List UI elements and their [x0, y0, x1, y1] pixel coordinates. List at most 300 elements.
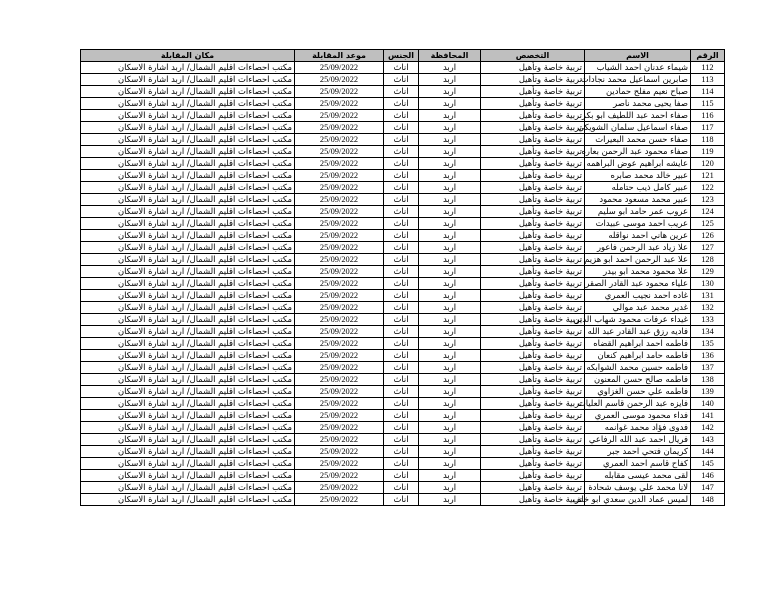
cell-name: فريال احمد عبد الله الرفاعي [585, 434, 691, 446]
table-row [81, 362, 725, 374]
cell-specialization: تربية خاصة وتأهيل [481, 290, 585, 302]
cell-name: فاطمه علي حسن الغزاوي [585, 386, 691, 398]
cell-name: فداء محمود موسى العمري [585, 410, 691, 422]
table-row [81, 194, 725, 206]
cell-gender: اناث [384, 146, 419, 158]
cell-number: 124 [691, 206, 725, 218]
header-row [81, 50, 725, 62]
cell-name: فاطمه حامد ابراهيم كنعان [585, 350, 691, 362]
cell-location: مكتب احصاءات اقليم الشمال/ اربد اشارة الاسكان [81, 242, 295, 254]
cell-gender: اناث [384, 98, 419, 110]
cell-number: 118 [691, 134, 725, 146]
cell-number: 140 [691, 398, 725, 410]
cell-gender: اناث [384, 422, 419, 434]
cell-location: مكتب احصاءات اقليم الشمال/ اربد اشارة الاسكان [81, 230, 295, 242]
cell-number: 138 [691, 374, 725, 386]
cell-name: عبير خالد محمد صابره [585, 170, 691, 182]
cell-name: فاطمه صالح حسن المعنون [585, 374, 691, 386]
cell-name: فايزه عبد الرحمن قاسم العليات [585, 398, 691, 410]
table-row [81, 146, 725, 158]
cell-date: 25/09/2022 [295, 62, 384, 74]
cell-location: مكتب احصاءات اقليم الشمال/ اربد اشارة الاسكان [81, 122, 295, 134]
cell-name: لميس عماد الدين سعدي ابو خلف [585, 494, 691, 506]
table-row [81, 314, 725, 326]
table-row [81, 122, 725, 134]
cell-specialization: تربية خاصة وتأهيل [481, 98, 585, 110]
cell-gender: اناث [384, 386, 419, 398]
cell-governorate: اربد [419, 218, 481, 230]
cell-specialization: تربية خاصة وتأهيل [481, 434, 585, 446]
table-row [81, 134, 725, 146]
cell-number: 145 [691, 458, 725, 470]
cell-date: 25/09/2022 [295, 386, 384, 398]
cell-location: مكتب احصاءات اقليم الشمال/ اربد اشارة الاسكان [81, 98, 295, 110]
table-row [81, 242, 725, 254]
cell-date: 25/09/2022 [295, 410, 384, 422]
cell-location: مكتب احصاءات اقليم الشمال/ اربد اشارة الاسكان [81, 206, 295, 218]
cell-name: فدوى فؤاد محمد غوانمه [585, 422, 691, 434]
cell-date: 25/09/2022 [295, 170, 384, 182]
table-row [81, 278, 725, 290]
cell-location: مكتب احصاءات اقليم الشمال/ اربد اشارة الاسكان [81, 110, 295, 122]
cell-specialization: تربية خاصة وتأهيل [481, 446, 585, 458]
table-row [81, 98, 725, 110]
cell-date: 25/09/2022 [295, 434, 384, 446]
cell-date: 25/09/2022 [295, 422, 384, 434]
cell-number: 116 [691, 110, 725, 122]
cell-governorate: اربد [419, 62, 481, 74]
cell-location: مكتب احصاءات اقليم الشمال/ اربد اشارة الاسكان [81, 74, 295, 86]
cell-specialization: تربية خاصة وتأهيل [481, 266, 585, 278]
cell-name: صفاء محمود عبد الرحمن بعاره [585, 146, 691, 158]
cell-date: 25/09/2022 [295, 74, 384, 86]
cell-gender: اناث [384, 206, 419, 218]
cell-name: صفاء حسن محمد البعيرات [585, 134, 691, 146]
cell-specialization: تربية خاصة وتأهيل [481, 242, 585, 254]
cell-number: 123 [691, 194, 725, 206]
cell-governorate: اربد [419, 494, 481, 506]
cell-number: 117 [691, 122, 725, 134]
cell-date: 25/09/2022 [295, 206, 384, 218]
cell-location: مكتب احصاءات اقليم الشمال/ اربد اشارة الاسكان [81, 170, 295, 182]
cell-gender: اناث [384, 326, 419, 338]
cell-governorate: اربد [419, 98, 481, 110]
cell-governorate: اربد [419, 338, 481, 350]
cell-governorate: اربد [419, 74, 481, 86]
cell-date: 25/09/2022 [295, 242, 384, 254]
cell-location: مكتب احصاءات اقليم الشمال/ اربد اشارة الاسكان [81, 302, 295, 314]
cell-name: عايشه ابراهيم عوض البراهمه [585, 158, 691, 170]
cell-name: صابرين اسماعيل محمد نجادات [585, 74, 691, 86]
cell-name: فاطمه حسين محمد الشوابكه [585, 362, 691, 374]
table-row [81, 218, 725, 230]
cell-name: فاديه رزق عبد القادر عبد الله [585, 326, 691, 338]
cell-number: 119 [691, 146, 725, 158]
cell-number: 130 [691, 278, 725, 290]
cell-location: مكتب احصاءات اقليم الشمال/ اربد اشارة الاسكان [81, 194, 295, 206]
cell-name: علا محمود محمد ابو بيدر [585, 266, 691, 278]
cell-governorate: اربد [419, 110, 481, 122]
cell-gender: اناث [384, 350, 419, 362]
cell-location: مكتب احصاءات اقليم الشمال/ اربد اشارة الاسكان [81, 146, 295, 158]
cell-governorate: اربد [419, 410, 481, 422]
cell-specialization: تربية خاصة وتأهيل [481, 422, 585, 434]
cell-number: 114 [691, 86, 725, 98]
cell-gender: اناث [384, 62, 419, 74]
cell-location: مكتب احصاءات اقليم الشمال/ اربد اشارة الاسكان [81, 134, 295, 146]
cell-date: 25/09/2022 [295, 326, 384, 338]
table-row [81, 446, 725, 458]
cell-gender: اناث [384, 170, 419, 182]
cell-number: 127 [691, 242, 725, 254]
cell-governorate: اربد [419, 122, 481, 134]
table-row [81, 350, 725, 362]
cell-gender: اناث [384, 134, 419, 146]
cell-specialization: تربية خاصة وتأهيل [481, 338, 585, 350]
cell-name: غدير محمد عبد موالي [585, 302, 691, 314]
table-row [81, 62, 725, 74]
cell-gender: اناث [384, 218, 419, 230]
cell-specialization: تربية خاصة وتأهيل [481, 482, 585, 494]
cell-name: غيداء عرفات محمود شهاب الدين [585, 314, 691, 326]
cell-specialization: تربية خاصة وتأهيل [481, 386, 585, 398]
cell-date: 25/09/2022 [295, 86, 384, 98]
cell-date: 25/09/2022 [295, 338, 384, 350]
header-name: الاسم [585, 50, 691, 62]
cell-number: 125 [691, 218, 725, 230]
cell-governorate: اربد [419, 434, 481, 446]
cell-name: شيماء عدنان احمد الشياب [585, 62, 691, 74]
cell-name: علياء محمود عبد القادر الصقر [585, 278, 691, 290]
table-row [81, 374, 725, 386]
cell-number: 147 [691, 482, 725, 494]
cell-date: 25/09/2022 [295, 254, 384, 266]
cell-date: 25/09/2022 [295, 290, 384, 302]
header-date: موعد المقابلة [295, 50, 384, 62]
cell-location: مكتب احصاءات اقليم الشمال/ اربد اشارة الاسكان [81, 62, 295, 74]
table-row [81, 434, 725, 446]
cell-gender: اناث [384, 74, 419, 86]
cell-specialization: تربية خاصة وتأهيل [481, 374, 585, 386]
cell-location: مكتب احصاءات اقليم الشمال/ اربد اشارة الاسكان [81, 254, 295, 266]
cell-number: 144 [691, 446, 725, 458]
cell-gender: اناث [384, 338, 419, 350]
cell-date: 25/09/2022 [295, 182, 384, 194]
cell-location: مكتب احصاءات اقليم الشمال/ اربد اشارة الاسكان [81, 398, 295, 410]
cell-number: 112 [691, 62, 725, 74]
cell-name: صفا يحيى محمد ناصر [585, 98, 691, 110]
cell-governorate: اربد [419, 326, 481, 338]
cell-governorate: اربد [419, 206, 481, 218]
cell-gender: اناث [384, 302, 419, 314]
cell-date: 25/09/2022 [295, 122, 384, 134]
cell-date: 25/09/2022 [295, 218, 384, 230]
cell-location: مكتب احصاءات اقليم الشمال/ اربد اشارة الاسكان [81, 314, 295, 326]
cell-specialization: تربية خاصة وتأهيل [481, 134, 585, 146]
cell-gender: اناث [384, 266, 419, 278]
cell-gender: اناث [384, 434, 419, 446]
cell-number: 121 [691, 170, 725, 182]
cell-specialization: تربية خاصة وتأهيل [481, 278, 585, 290]
cell-location: مكتب احصاءات اقليم الشمال/ اربد اشارة الاسكان [81, 374, 295, 386]
cell-governorate: اربد [419, 242, 481, 254]
cell-specialization: تربية خاصة وتأهيل [481, 254, 585, 266]
cell-location: مكتب احصاءات اقليم الشمال/ اربد اشارة الاسكان [81, 446, 295, 458]
cell-gender: اناث [384, 410, 419, 422]
table-row [81, 302, 725, 314]
cell-specialization: تربية خاصة وتأهيل [481, 122, 585, 134]
cell-location: مكتب احصاءات اقليم الشمال/ اربد اشارة الاسكان [81, 290, 295, 302]
table-row [81, 182, 725, 194]
cell-location: مكتب احصاءات اقليم الشمال/ اربد اشارة الاسكان [81, 494, 295, 506]
table-row [81, 482, 725, 494]
cell-name: فاطمه احمد ابراهيم القضاه [585, 338, 691, 350]
cell-governorate: اربد [419, 398, 481, 410]
cell-governorate: اربد [419, 182, 481, 194]
cell-name: صباح نعيم مفلح حمادين [585, 86, 691, 98]
cell-date: 25/09/2022 [295, 230, 384, 242]
cell-location: مكتب احصاءات اقليم الشمال/ اربد اشارة الاسكان [81, 218, 295, 230]
cell-governorate: اربد [419, 458, 481, 470]
table-row [81, 74, 725, 86]
cell-governorate: اربد [419, 314, 481, 326]
cell-gender: اناث [384, 230, 419, 242]
cell-gender: اناث [384, 290, 419, 302]
cell-number: 122 [691, 182, 725, 194]
table-row [81, 290, 725, 302]
cell-location: مكتب احصاءات اقليم الشمال/ اربد اشارة الاسكان [81, 158, 295, 170]
cell-specialization: تربية خاصة وتأهيل [481, 62, 585, 74]
table-row [81, 458, 725, 470]
table-row [81, 338, 725, 350]
cell-number: 133 [691, 314, 725, 326]
header-governorate: المحافظة [419, 50, 481, 62]
cell-name: علا عبد الرحمن احمد ابو هزيم [585, 254, 691, 266]
table-row [81, 110, 725, 122]
cell-number: 141 [691, 410, 725, 422]
table-row [81, 254, 725, 266]
cell-governorate: اربد [419, 482, 481, 494]
table-header [81, 50, 725, 62]
cell-gender: اناث [384, 86, 419, 98]
cell-date: 25/09/2022 [295, 374, 384, 386]
table-row [81, 230, 725, 242]
cell-gender: اناث [384, 482, 419, 494]
cell-governorate: اربد [419, 134, 481, 146]
cell-gender: اناث [384, 398, 419, 410]
cell-number: 129 [691, 266, 725, 278]
cell-number: 120 [691, 158, 725, 170]
cell-governorate: اربد [419, 446, 481, 458]
cell-specialization: تربية خاصة وتأهيل [481, 146, 585, 158]
cell-governorate: اربد [419, 386, 481, 398]
cell-specialization: تربية خاصة وتأهيل [481, 398, 585, 410]
cell-date: 25/09/2022 [295, 146, 384, 158]
cell-location: مكتب احصاءات اقليم الشمال/ اربد اشارة الاسكان [81, 470, 295, 482]
cell-specialization: تربية خاصة وتأهيل [481, 458, 585, 470]
cell-location: مكتب احصاءات اقليم الشمال/ اربد اشارة الاسكان [81, 326, 295, 338]
cell-governorate: اربد [419, 422, 481, 434]
cell-governorate: اربد [419, 86, 481, 98]
cell-specialization: تربية خاصة وتأهيل [481, 470, 585, 482]
cell-number: 128 [691, 254, 725, 266]
cell-date: 25/09/2022 [295, 98, 384, 110]
table-row [81, 386, 725, 398]
cell-name: عبير محمد مسعود محمود [585, 194, 691, 206]
cell-gender: اناث [384, 446, 419, 458]
cell-gender: اناث [384, 254, 419, 266]
cell-name: غاده احمد نجيب العمري [585, 290, 691, 302]
interview-schedule-sheet [80, 49, 724, 506]
cell-location: مكتب احصاءات اقليم الشمال/ اربد اشارة الاسكان [81, 434, 295, 446]
cell-location: مكتب احصاءات اقليم الشمال/ اربد اشارة الاسكان [81, 86, 295, 98]
cell-name: عريب احمد موسى عبيدات [585, 218, 691, 230]
cell-governorate: اربد [419, 350, 481, 362]
cell-number: 135 [691, 338, 725, 350]
cell-governorate: اربد [419, 266, 481, 278]
table-row [81, 470, 725, 482]
cell-date: 25/09/2022 [295, 494, 384, 506]
cell-name: عبير كامل ذيب حتامله [585, 182, 691, 194]
cell-location: مكتب احصاءات اقليم الشمال/ اربد اشارة الاسكان [81, 458, 295, 470]
table-row [81, 206, 725, 218]
table-row [81, 170, 725, 182]
cell-governorate: اربد [419, 194, 481, 206]
cell-gender: اناث [384, 194, 419, 206]
cell-governorate: اربد [419, 290, 481, 302]
table-row [81, 266, 725, 278]
cell-number: 148 [691, 494, 725, 506]
cell-specialization: تربية خاصة وتأهيل [481, 362, 585, 374]
cell-specialization: تربية خاصة وتأهيل [481, 326, 585, 338]
cell-date: 25/09/2022 [295, 470, 384, 482]
cell-specialization: تربية خاصة وتأهيل [481, 74, 585, 86]
table-row [81, 86, 725, 98]
interview-schedule-table [80, 49, 725, 506]
cell-date: 25/09/2022 [295, 302, 384, 314]
cell-number: 115 [691, 98, 725, 110]
cell-gender: اناث [384, 362, 419, 374]
table-row [81, 410, 725, 422]
cell-number: 143 [691, 434, 725, 446]
cell-gender: اناث [384, 242, 419, 254]
cell-gender: اناث [384, 158, 419, 170]
cell-name: كريمان فتحي احمد جبر [585, 446, 691, 458]
cell-name: صفاء احمد عبد اللطيف ابو بكر [585, 110, 691, 122]
cell-location: مكتب احصاءات اقليم الشمال/ اربد اشارة الاسكان [81, 338, 295, 350]
cell-location: مكتب احصاءات اقليم الشمال/ اربد اشارة الاسكان [81, 482, 295, 494]
cell-number: 137 [691, 362, 725, 374]
cell-number: 142 [691, 422, 725, 434]
cell-gender: اناث [384, 494, 419, 506]
header-number: الرقم [691, 50, 725, 62]
cell-gender: اناث [384, 314, 419, 326]
cell-governorate: اربد [419, 470, 481, 482]
cell-location: مكتب احصاءات اقليم الشمال/ اربد اشارة الاسكان [81, 182, 295, 194]
cell-number: 139 [691, 386, 725, 398]
cell-governorate: اربد [419, 362, 481, 374]
cell-location: مكتب احصاءات اقليم الشمال/ اربد اشارة الاسكان [81, 386, 295, 398]
cell-date: 25/09/2022 [295, 278, 384, 290]
cell-governorate: اربد [419, 158, 481, 170]
cell-gender: اناث [384, 374, 419, 386]
table-row [81, 326, 725, 338]
cell-number: 134 [691, 326, 725, 338]
cell-date: 25/09/2022 [295, 398, 384, 410]
cell-gender: اناث [384, 110, 419, 122]
cell-specialization: تربية خاصة وتأهيل [481, 230, 585, 242]
cell-specialization: تربية خاصة وتأهيل [481, 314, 585, 326]
table-body [81, 62, 725, 506]
cell-number: 113 [691, 74, 725, 86]
cell-name: لقى محمد عيسى مقابله [585, 470, 691, 482]
cell-governorate: اربد [419, 374, 481, 386]
cell-gender: اناث [384, 278, 419, 290]
cell-date: 25/09/2022 [295, 134, 384, 146]
cell-date: 25/09/2022 [295, 350, 384, 362]
cell-number: 131 [691, 290, 725, 302]
cell-location: مكتب احصاءات اقليم الشمال/ اربد اشارة الاسكان [81, 422, 295, 434]
cell-specialization: تربية خاصة وتأهيل [481, 494, 585, 506]
cell-date: 25/09/2022 [295, 158, 384, 170]
cell-number: 136 [691, 350, 725, 362]
cell-date: 25/09/2022 [295, 482, 384, 494]
cell-specialization: تربية خاصة وتأهيل [481, 194, 585, 206]
cell-governorate: اربد [419, 146, 481, 158]
cell-date: 25/09/2022 [295, 458, 384, 470]
cell-governorate: اربد [419, 278, 481, 290]
cell-name: كفاح قاسم احمد العمري [585, 458, 691, 470]
table-row [81, 158, 725, 170]
cell-specialization: تربية خاصة وتأهيل [481, 350, 585, 362]
header-specialization: التخصص [481, 50, 585, 62]
cell-gender: اناث [384, 470, 419, 482]
header-location: مكان المقابلة [81, 50, 295, 62]
cell-specialization: تربية خاصة وتأهيل [481, 158, 585, 170]
table-row [81, 494, 725, 506]
cell-number: 146 [691, 470, 725, 482]
cell-number: 132 [691, 302, 725, 314]
cell-location: مكتب احصاءات اقليم الشمال/ اربد اشارة الاسكان [81, 350, 295, 362]
cell-specialization: تربية خاصة وتأهيل [481, 182, 585, 194]
cell-location: مكتب احصاءات اقليم الشمال/ اربد اشارة الاسكان [81, 410, 295, 422]
cell-specialization: تربية خاصة وتأهيل [481, 410, 585, 422]
cell-specialization: تربية خاصة وتأهيل [481, 170, 585, 182]
cell-gender: اناث [384, 122, 419, 134]
cell-location: مكتب احصاءات اقليم الشمال/ اربد اشارة الاسكان [81, 278, 295, 290]
cell-name: لانا محمد علي يوسف شحادة [585, 482, 691, 494]
cell-specialization: تربية خاصة وتأهيل [481, 86, 585, 98]
cell-governorate: اربد [419, 254, 481, 266]
cell-date: 25/09/2022 [295, 110, 384, 122]
table-row [81, 398, 725, 410]
cell-date: 25/09/2022 [295, 194, 384, 206]
cell-name: عرين هاني احمد نواقله [585, 230, 691, 242]
cell-location: مكتب احصاءات اقليم الشمال/ اربد اشارة الاسكان [81, 266, 295, 278]
cell-specialization: تربية خاصة وتأهيل [481, 206, 585, 218]
cell-gender: اناث [384, 182, 419, 194]
cell-governorate: اربد [419, 170, 481, 182]
header-gender: الجنس [384, 50, 419, 62]
table-row [81, 422, 725, 434]
cell-number: 126 [691, 230, 725, 242]
cell-date: 25/09/2022 [295, 446, 384, 458]
cell-name: عروب عمر حامد ابو سليم [585, 206, 691, 218]
cell-specialization: تربية خاصة وتأهيل [481, 302, 585, 314]
cell-specialization: تربية خاصة وتأهيل [481, 218, 585, 230]
cell-governorate: اربد [419, 302, 481, 314]
cell-specialization: تربية خاصة وتأهيل [481, 110, 585, 122]
